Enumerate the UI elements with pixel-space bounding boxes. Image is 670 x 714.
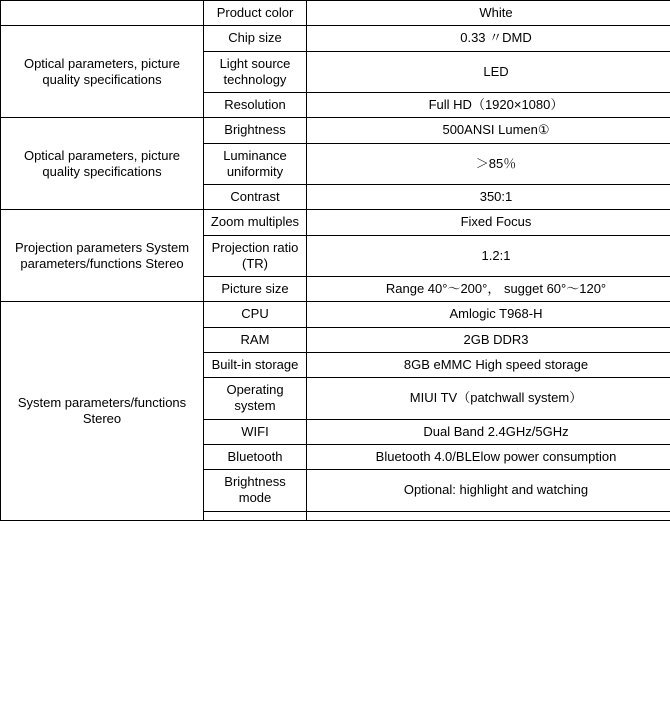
group-cell: System parameters/functions Stereo	[1, 302, 204, 520]
table-row	[1, 1, 670, 26]
value-cell: ＞85％	[307, 143, 670, 185]
group-cell	[1, 1, 204, 26]
param-cell: Picture size	[204, 277, 307, 302]
param-cell: Contrast	[204, 185, 307, 210]
value-cell: White	[307, 1, 670, 26]
value-cell: 0.33 〃DMD	[307, 26, 670, 51]
group-cell: Optical parameters, picture quality specifications	[1, 118, 204, 210]
value-cell: 8GB eMMC High speed storage	[307, 352, 670, 377]
value-cell: Full HD（1920×1080）	[307, 93, 670, 118]
value-cell	[307, 511, 670, 520]
table-body	[1, 1, 670, 521]
param-cell: Bluetooth	[204, 444, 307, 469]
group-cell: Projection parameters System parameters/functions Stereo	[1, 210, 204, 302]
group-cell: Optical parameters, picture quality specifications	[1, 26, 204, 118]
param-cell	[204, 511, 307, 520]
value-cell: 2GB DDR3	[307, 327, 670, 352]
param-cell: Luminance uniformity	[204, 143, 307, 185]
param-cell: Light source technology	[204, 51, 307, 93]
param-cell: Operating system	[204, 378, 307, 420]
param-cell: Resolution	[204, 93, 307, 118]
param-cell: Brightness mode	[204, 470, 307, 512]
value-cell: Bluetooth 4.0/BLElow power consumption	[307, 444, 670, 469]
value-cell: 350:1	[307, 185, 670, 210]
value-cell: LED	[307, 51, 670, 93]
value-cell: MIUI TV（patchwall system）	[307, 378, 670, 420]
param-cell: Projection ratio (TR)	[204, 235, 307, 277]
param-cell: Brightness	[204, 118, 307, 143]
table-row	[1, 210, 670, 235]
param-cell: WIFI	[204, 419, 307, 444]
value-cell: 1.2:1	[307, 235, 670, 277]
table-row	[1, 26, 670, 51]
value-cell: Dual Band 2.4GHz/5GHz	[307, 419, 670, 444]
param-cell: Chip size	[204, 26, 307, 51]
param-cell: Built-in storage	[204, 352, 307, 377]
table-row	[1, 302, 670, 327]
table-row	[1, 118, 670, 143]
param-cell: CPU	[204, 302, 307, 327]
value-cell: Optional: highlight and watching	[307, 470, 670, 512]
param-cell: Product color	[204, 1, 307, 26]
value-cell: Amlogic T968-H	[307, 302, 670, 327]
value-cell: Fixed Focus	[307, 210, 670, 235]
param-cell: Zoom multiples	[204, 210, 307, 235]
value-cell: Range 40°～200°， sugget 60°～120°	[307, 277, 670, 302]
param-cell: RAM	[204, 327, 307, 352]
value-cell: 500ANSI Lumen①	[307, 118, 670, 143]
